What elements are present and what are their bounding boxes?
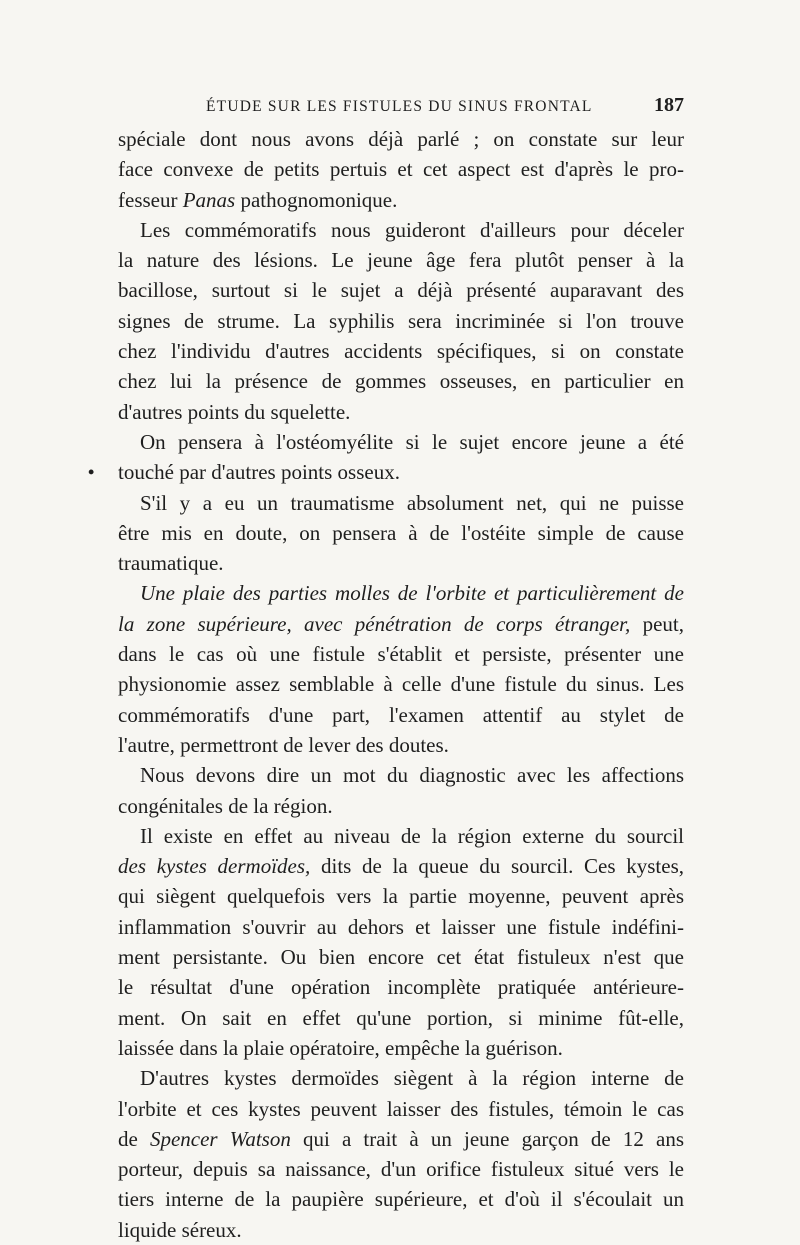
text-line xyxy=(118,1063,684,1093)
text-line xyxy=(118,275,684,305)
text-line xyxy=(118,791,684,821)
text-line xyxy=(118,1124,684,1154)
text-run: dits de la queue du sourcil. Ces kystes, xyxy=(310,854,684,879)
text-run: pathognomonique. xyxy=(235,187,398,212)
italic-text: Une plaie des parties molles de l'orbite et particulièrement de xyxy=(140,581,684,606)
running-title: ÉTUDE SUR LES FISTULES DU SINUS FRONTAL xyxy=(206,98,593,115)
text-run: l'orbite et ces kystes peuvent laisser des fistules, témoin le cas xyxy=(118,1096,684,1121)
text-line xyxy=(118,730,684,760)
text-line xyxy=(118,457,684,487)
page-number: 187 xyxy=(654,94,684,116)
text-run: de xyxy=(118,1126,150,1151)
text-run: l'autre, permettront de lever des doutes. xyxy=(118,732,449,757)
text-line xyxy=(118,124,684,154)
text-line xyxy=(118,881,684,911)
text-run: face convexe de petits pertuis et cet aspect est d'après le pro- xyxy=(118,157,684,182)
text-line xyxy=(118,245,684,275)
margin-mark: • xyxy=(88,462,95,482)
text-line xyxy=(118,154,684,184)
text-run: liquide séreux. xyxy=(118,1217,242,1242)
text-run: signes de strume. La syphilis sera incriminée si l'on trouve xyxy=(118,308,684,333)
text-line xyxy=(118,669,684,699)
text-run: dans le cas où une fistule s'établit et persiste, présenter une xyxy=(118,642,684,667)
text-run: Nous devons dire un mot du diagnostic avec les affections xyxy=(140,763,684,788)
text-line xyxy=(118,1154,684,1184)
text-run: qui siègent quelquefois vers la partie moyenne, peuvent après xyxy=(118,884,684,909)
text-line xyxy=(118,1184,684,1214)
text-line xyxy=(118,700,684,730)
italic-text: Panas xyxy=(182,187,236,212)
text-run: d'autres points du squelette. xyxy=(118,399,351,424)
text-run: fesseur xyxy=(118,187,183,212)
text-line xyxy=(118,912,684,942)
text-line xyxy=(118,609,684,639)
text-line xyxy=(118,427,684,457)
text-run: commémoratifs d'une part, l'examen attentif au stylet de xyxy=(118,702,684,727)
text-run: On pensera à l'ostéomyélite si le sujet encore jeune a été xyxy=(140,429,684,454)
text-line xyxy=(118,185,684,215)
italic-text: des kystes dermoïdes, xyxy=(118,854,311,879)
text-line xyxy=(118,397,684,427)
text-run: le résultat d'une opération incomplète pratiquée antérieure- xyxy=(118,975,684,1000)
text-line xyxy=(118,518,684,548)
text-line xyxy=(118,942,684,972)
italic-text: Spencer Watson xyxy=(149,1126,291,1151)
text-run: ment persistante. Ou bien encore cet état fistuleux n'est que xyxy=(118,945,684,970)
text-run: porteur, depuis sa naissance, d'un orifice fistuleux situé vers le xyxy=(118,1157,684,1182)
body-text xyxy=(118,124,684,1245)
text-line xyxy=(118,1033,684,1063)
text-line xyxy=(118,488,684,518)
text-run: traumatique. xyxy=(118,551,224,576)
text-line xyxy=(118,1215,684,1245)
text-run: bacillose, surtout si le sujet a déjà présenté auparavant des xyxy=(118,278,684,303)
text-run: congénitales de la région. xyxy=(118,793,333,818)
italic-text: la zone supérieure, avec pénétration de corps étranger, xyxy=(118,611,631,636)
text-line xyxy=(118,1094,684,1124)
text-line xyxy=(118,972,684,1002)
text-run: chez lui la présence de gommes osseuses, en particulier en xyxy=(118,369,684,394)
text-line xyxy=(118,578,684,608)
text-line xyxy=(118,821,684,851)
text-run: tiers interne de la paupière supérieure, et d'où il s'écoulait un xyxy=(118,1187,684,1212)
text-run: spéciale dont nous avons déjà parlé ; on constate sur leur xyxy=(118,127,684,151)
text-run: qui a trait à un jeune garçon de 12 ans xyxy=(290,1126,684,1151)
text-line xyxy=(118,760,684,790)
text-line xyxy=(118,1003,684,1033)
page-header xyxy=(118,96,688,120)
text-line xyxy=(118,639,684,669)
text-run: touché par d'autres points osseux. xyxy=(118,460,400,485)
text-run: laissée dans la plaie opératoire, empêche la guérison. xyxy=(118,1035,563,1060)
text-line xyxy=(118,548,684,578)
text-run: Les commémoratifs nous guideront d'ailleurs pour déceler xyxy=(140,217,684,242)
text-line xyxy=(118,336,684,366)
text-run: chez l'individu d'autres accidents spécifiques, si on constate xyxy=(118,339,684,364)
text-line xyxy=(118,306,684,336)
text-run: inflammation s'ouvrir au dehors et laisser une fistule indéfini- xyxy=(118,914,684,939)
text-run: peut, xyxy=(630,611,685,636)
text-line xyxy=(118,215,684,245)
text-line xyxy=(118,851,684,881)
text-run: physionomie assez semblable à celle d'une fistule du sinus. Les xyxy=(118,672,684,697)
text-run: S'il y a eu un traumatisme absolument net, qui ne puisse xyxy=(140,490,684,515)
text-run: Il existe en effet au niveau de la région externe du sourcil xyxy=(140,823,684,848)
text-run: la nature des lésions. Le jeune âge fera plutôt penser à la xyxy=(118,248,684,273)
text-run: D'autres kystes dermoïdes siègent à la région interne de xyxy=(140,1066,684,1091)
text-line xyxy=(118,366,684,396)
text-run: ment. On sait en effet qu'une portion, si minime fût-elle, xyxy=(118,1005,684,1030)
text-run: être mis en doute, on pensera à de l'ostéite simple de cause xyxy=(118,520,684,545)
